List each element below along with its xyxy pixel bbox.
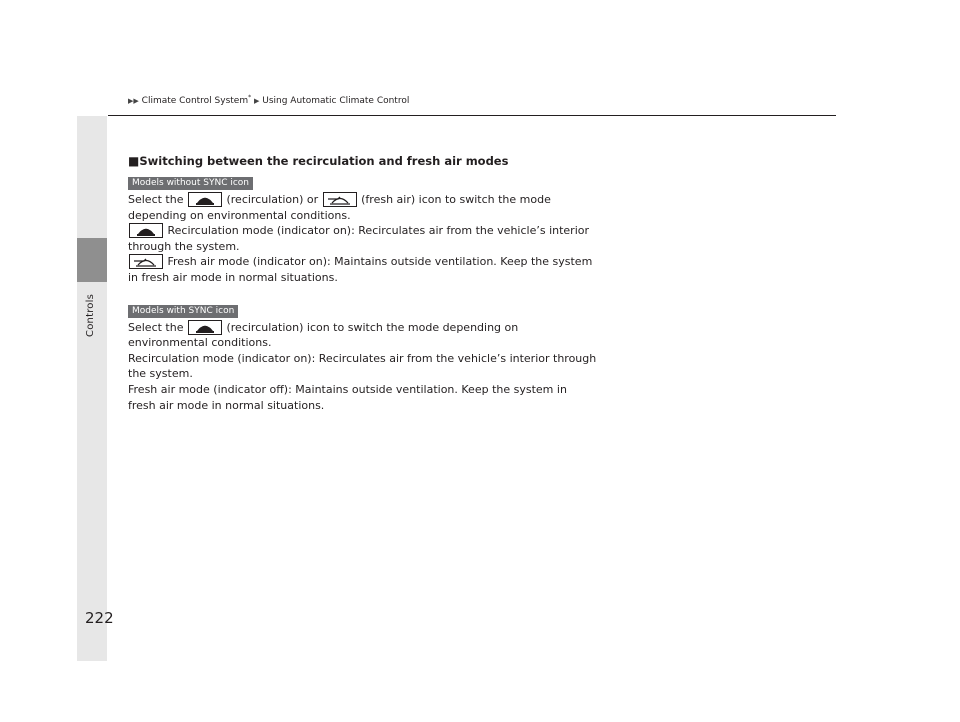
- recirculation-icon: [188, 192, 222, 207]
- text-fragment: (fresh air) icon to switch the mode: [361, 193, 551, 206]
- option-mark: *: [248, 94, 252, 101]
- breadcrumb: [128, 94, 409, 106]
- sidebar-strip: [77, 116, 107, 661]
- paragraph-line: Recirculation mode (indicator on): Recirculates air from the vehicle’s interior through: [128, 351, 597, 365]
- sidebar-tab-controls[interactable]: [77, 238, 107, 282]
- text-fragment: Select the: [128, 193, 184, 206]
- paragraph-line: environmental conditions.: [128, 336, 272, 350]
- fresh-air-icon: [323, 192, 357, 207]
- paragraph-line: fresh air mode in normal situations.: [128, 398, 325, 412]
- breadcrumb-arrow-icon: ▶: [253, 97, 260, 105]
- text-fragment: (recirculation) or: [226, 193, 319, 206]
- paragraph-line: through the system.: [128, 239, 240, 253]
- breadcrumb-item-climate[interactable]: Climate Control System: [141, 96, 249, 106]
- section-title-text: Switching between the recirculation and fresh air modes: [139, 154, 509, 168]
- breadcrumb-item-auto-climate[interactable]: Using Automatic Climate Control: [262, 96, 410, 106]
- page-number: 222: [85, 609, 114, 627]
- text-fragment: Recirculation mode (indicator on): Recirculates air from the vehicle’s interior: [167, 224, 590, 238]
- paragraph-line: depending on environmental conditions.: [128, 208, 351, 222]
- badge-models-without-sync: Models without SYNC icon: [128, 177, 253, 190]
- recirculation-icon: [129, 223, 163, 238]
- paragraph-line: [128, 320, 568, 336]
- paragraph-line: [128, 254, 593, 270]
- square-bullet-icon: ■: [128, 154, 140, 168]
- header-divider: [108, 115, 836, 116]
- paragraph-line: in fresh air mode in normal situations.: [128, 270, 338, 284]
- text-fragment: (recirculation) icon to switch the mode depending on: [226, 320, 519, 334]
- sidebar-label: Controls: [85, 294, 96, 337]
- section-title: [128, 152, 568, 170]
- paragraph-line: [128, 192, 568, 208]
- fresh-air-icon: [129, 254, 163, 269]
- recirculation-icon: [188, 320, 222, 335]
- paragraph-line: [128, 223, 590, 239]
- paragraph-line: the system.: [128, 367, 193, 381]
- text-fragment: Select the: [128, 320, 184, 334]
- section-content: [128, 152, 597, 413]
- badge-models-with-sync: Models with SYNC icon: [128, 305, 238, 318]
- paragraph-line: Fresh air mode (indicator off): Maintains outside ventilation. Keep the system in: [128, 382, 567, 396]
- text-fragment: Fresh air mode (indicator on): Maintains outside ventilation. Keep the system: [167, 255, 593, 269]
- breadcrumb-arrow-icon: ▶▶: [128, 97, 139, 105]
